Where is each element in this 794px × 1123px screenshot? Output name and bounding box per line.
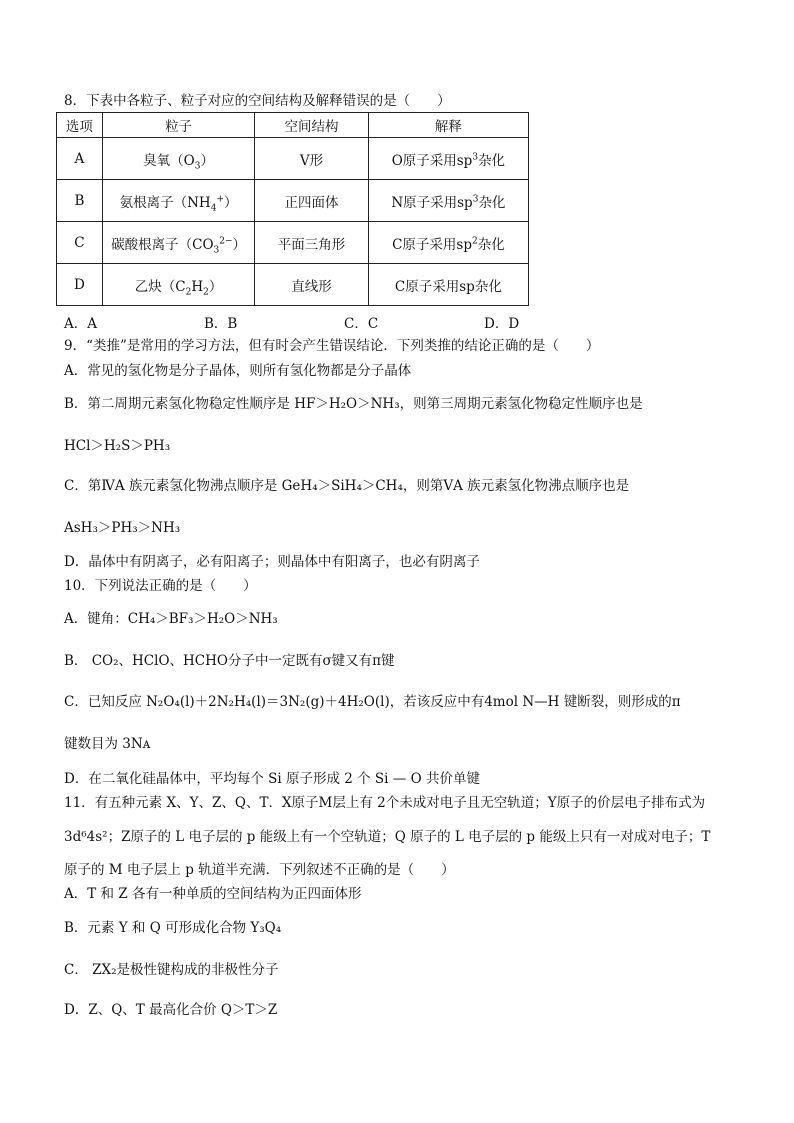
q11-option-c: C． ZX₂是极性键构成的非极性分子: [64, 962, 279, 978]
cell-structure: 直线形: [255, 264, 368, 306]
cell-explanation: N原子采用$sp^3$杂化: [368, 180, 528, 222]
q11-option-d: D．Z、Q、T 最高化合价 Q＞T＞Z: [64, 1002, 278, 1018]
q11-stem-cont2: 原子的 M 电子层上 p 轨道半充满．下列叙述不正确的是（ ）: [64, 862, 455, 878]
q11-stem: 11．有五种元素 X、Y、Z、Q、T．X原子M层上有 2个未成对电子且无空轨道；Y原子的价层电子排布式为: [64, 795, 706, 811]
table-header-row: [57, 113, 529, 138]
table-row: [57, 264, 529, 306]
cell-structure: V形: [255, 138, 368, 180]
q8-option-b: B．B: [204, 316, 238, 332]
q8-options: [64, 312, 564, 330]
cell-option: D: [57, 264, 103, 306]
header-option: 选项: [57, 113, 103, 138]
header-structure: 空间结构: [255, 113, 368, 138]
q9-option-d: D．晶体中有阴离子，必有阳离子；则晶体中有阳离子，也必有阴离子: [64, 554, 480, 570]
q9-option-c: C．第ⅣA 族元素氢化物沸点顺序是 GeH₄＞SiH₄＞CH₄，则第ⅤA 族元素氢化物沸点顺序也是: [64, 478, 630, 494]
q11-stem-cont: 3d⁶4s²；Z原子的 L 电子层的 p 能级上有一个空轨道；Q 原子的 L 电子层的 p 能级上只有一对成对电子；T: [64, 829, 711, 845]
cell-particle: 碳酸根离子$(CO_3^{2-})$: [102, 222, 255, 264]
q10-stem: 10．下列说法正确的是（ ）: [64, 578, 257, 594]
q8-option-d: D．D: [484, 316, 520, 332]
q10-option-c: C．已知反应 N₂O₄(l)＋2N₂H₄(l)＝3N₂(g)＋4H₂O(l)，若该反应中有4mol N—H 键断裂，则形成的π: [64, 694, 681, 710]
q9-option-a: A．常见的氢化物是分子晶体，则所有氢化物都是分子晶体: [64, 363, 412, 379]
cell-explanation: O原子采用$sp^3$杂化: [368, 138, 528, 180]
q8-table: [56, 112, 529, 306]
cell-option: A: [57, 138, 103, 180]
cell-structure: 平面三角形: [255, 222, 368, 264]
cell-structure: 正四面体: [255, 180, 368, 222]
cell-option: B: [57, 180, 103, 222]
table-row: [57, 138, 529, 180]
q9-option-b: B．第二周期元素氢化物稳定性顺序是 HF＞H₂O＞NH₃，则第三周期元素氢化物稳定性顺序也是: [64, 396, 643, 412]
cell-particle: 氨根离子$(NH_4^+)$: [102, 180, 255, 222]
cell-particle: 臭氧$(O_3)$: [102, 138, 255, 180]
q9-option-c-cont: AsH₃＞PH₃＞NH₃: [64, 520, 181, 536]
q8-option-a: A．A: [64, 316, 97, 332]
header-particle: 粒子: [102, 113, 255, 138]
q10-option-d: D．在二氧化硅晶体中，平均每个 Si 原子形成 2 个 Si — O 共价单键: [64, 771, 480, 787]
cell-explanation: C原子采用sp杂化: [368, 264, 528, 306]
q8-option-c: C．C: [344, 316, 379, 332]
q10-option-a: A．键角：CH₄＞BF₃＞H₂O＞NH₃: [64, 611, 278, 627]
table-row: [57, 180, 529, 222]
q9-option-b-cont: HCl＞H₂S＞PH₃: [64, 438, 171, 454]
table-row: [57, 222, 529, 264]
q10-option-b: B． CO₂、HClO、HCHO分子中一定既有σ键又有π键: [64, 653, 395, 669]
q11-option-a: A．T 和 Z 各有一种单质的空间结构为正四面体形: [64, 886, 362, 902]
cell-particle: 乙炔$(C_2H_2)$: [102, 264, 255, 306]
q8-stem: 8．下表中各粒子、粒子对应的空间结构及解释错误的是（ ）: [64, 93, 451, 109]
header-explanation: 解释: [368, 113, 528, 138]
cell-explanation: C原子采用$sp^2$杂化: [368, 222, 528, 264]
q11-option-b: B．元素 Y 和 Q 可形成化合物 Y₃Q₄: [64, 920, 282, 936]
q9-stem: 9．“类推”是常用的学习方法，但有时会产生错误结论．下列类推的结论正确的是（ ）: [64, 338, 600, 354]
cell-option: C: [57, 222, 103, 264]
q10-option-c-cont: 键数目为 3Nᴀ: [64, 736, 151, 752]
